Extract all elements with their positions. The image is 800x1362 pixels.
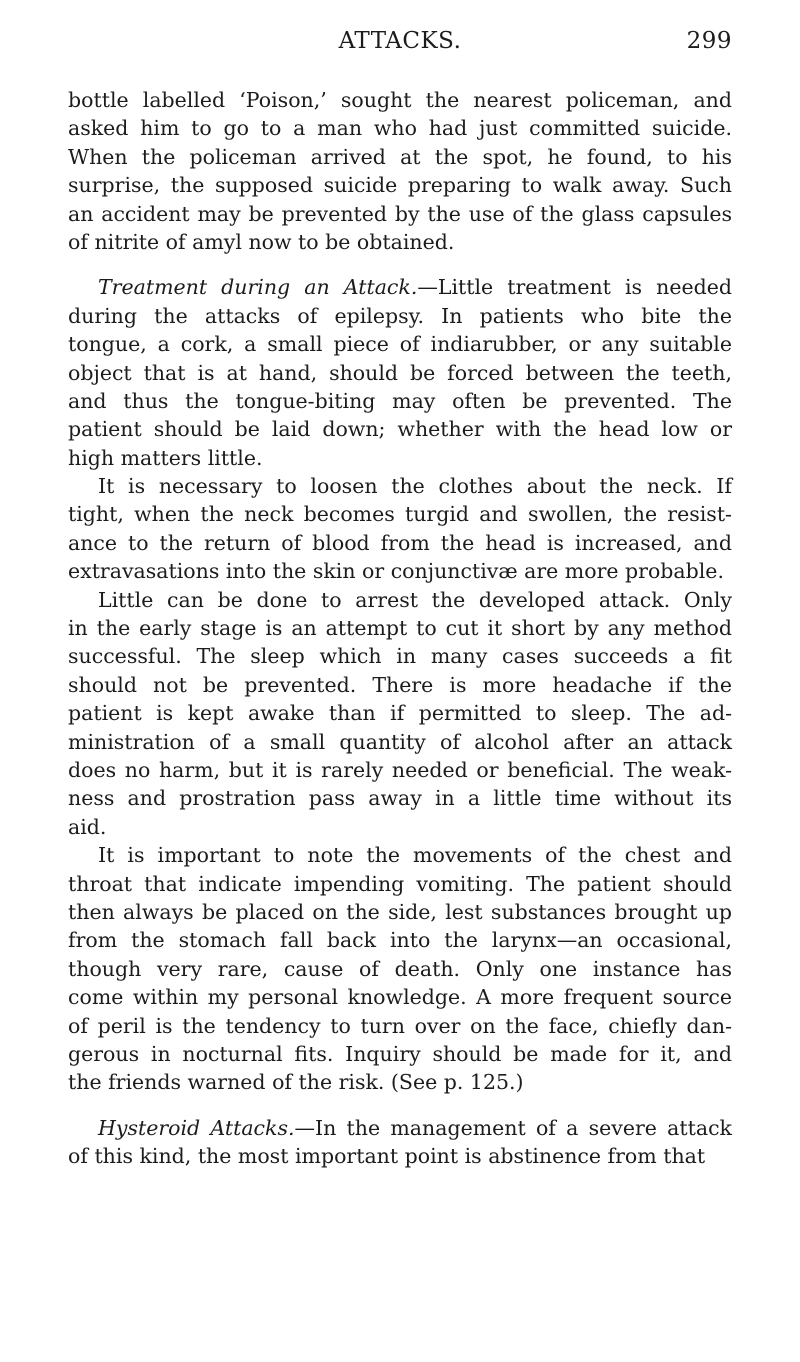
text-line: object that is at hand, should be forced between the teeth, xyxy=(68,360,732,385)
text-line: extravasations into the skin or conjunctivæ are more probable. xyxy=(68,559,724,584)
text-line: during the attacks of epilepsy. In patients who bite the xyxy=(68,303,732,328)
text-line: come within my personal knowledge. A more frequent source xyxy=(68,985,732,1010)
text-line: tight, when the neck becomes turgid and swollen, the resist- xyxy=(68,502,732,527)
text-line: in the early stage is an attempt to cut it short by any method xyxy=(68,616,732,641)
text-line: high matters little. xyxy=(68,445,263,470)
paragraph-hysteroid-attacks xyxy=(68,1114,732,1171)
text-line: asked him to go to a man who had just committed suicide. xyxy=(68,116,732,141)
text-line: of peril is the tendency to turn over on the face, chiefly dan- xyxy=(68,1013,732,1038)
text-line xyxy=(68,273,732,301)
text-line: though very rare, cause of death. Only one instance has xyxy=(68,956,732,981)
text-line: gerous in nocturnal fits. Inquiry should be made for it, and xyxy=(68,1041,732,1066)
text-line: ministration of a small quantity of alcohol after an attack xyxy=(68,729,732,754)
paragraph-poison-anecdote xyxy=(68,86,732,256)
text-line: surprise, the supposed suicide preparing to walk away. Such xyxy=(68,173,732,198)
text-line: It is necessary to loosen the clothes about the neck. If xyxy=(98,474,732,499)
text-run: —Little treatment is needed xyxy=(417,275,732,300)
text-line: throat that indicate impending vomiting. The patient should xyxy=(68,871,732,896)
text-line: It is important to note the movements of the chest and xyxy=(98,843,732,868)
text-line: Little can be done to arrest the developed attack. Only xyxy=(98,587,732,612)
body-text xyxy=(68,86,732,1170)
text-line: does no harm, but it is rarely needed or beneficial. The weak- xyxy=(68,757,732,782)
paragraph-arrest-attack xyxy=(68,586,732,842)
section-heading-hysteroid: Hysteroid Attacks. xyxy=(98,1115,295,1140)
text-line: of this kind, the most important point is abstinence from that xyxy=(68,1144,706,1169)
paragraph-treatment-during-attack xyxy=(68,273,732,472)
text-line: the friends warned of the risk. (See p. 125.) xyxy=(68,1070,524,1095)
page-number: 299 xyxy=(686,28,732,54)
text-line: patient should be laid down; whether with the head low or xyxy=(68,417,732,442)
paragraph-loosen-clothes xyxy=(68,472,732,586)
text-line: and thus the tongue-biting may often be prevented. The xyxy=(68,388,732,413)
text-line: bottle labelled ‘Poison,’ sought the nearest policeman, and xyxy=(68,88,732,112)
text-line xyxy=(68,1114,732,1142)
text-run: —In the management of a severe attack xyxy=(294,1115,732,1140)
chapter-title: ATTACKS. xyxy=(338,28,462,54)
text-line: successful. The sleep which in many cases succeeds a fit xyxy=(68,644,732,669)
text-line: ness and prostration pass away in a little time without its xyxy=(68,786,732,811)
text-line: When the policeman arrived at the spot, he found, to his xyxy=(68,144,732,169)
text-line: ance to the return of blood from the head is increased, and xyxy=(68,530,732,555)
text-line: from the stomach fall back into the larynx—an occasional, xyxy=(68,928,732,953)
section-heading-treatment: Treatment during an Attack. xyxy=(98,275,418,300)
text-line: tongue, a cork, a small piece of indiarubber, or any suitable xyxy=(68,332,732,357)
text-line: aid. xyxy=(68,814,107,839)
text-line: an accident may be prevented by the use of the glass capsules xyxy=(68,201,732,226)
text-line: should not be prevented. There is more headache if the xyxy=(68,672,732,697)
text-line: of nitrite of amyl now to be obtained. xyxy=(68,229,455,254)
running-head xyxy=(68,28,732,58)
text-line: patient is kept awake than if permitted to sleep. The ad- xyxy=(68,701,732,726)
text-line: then always be placed on the side, lest substances brought up xyxy=(68,899,732,924)
paragraph-vomiting xyxy=(68,841,732,1097)
